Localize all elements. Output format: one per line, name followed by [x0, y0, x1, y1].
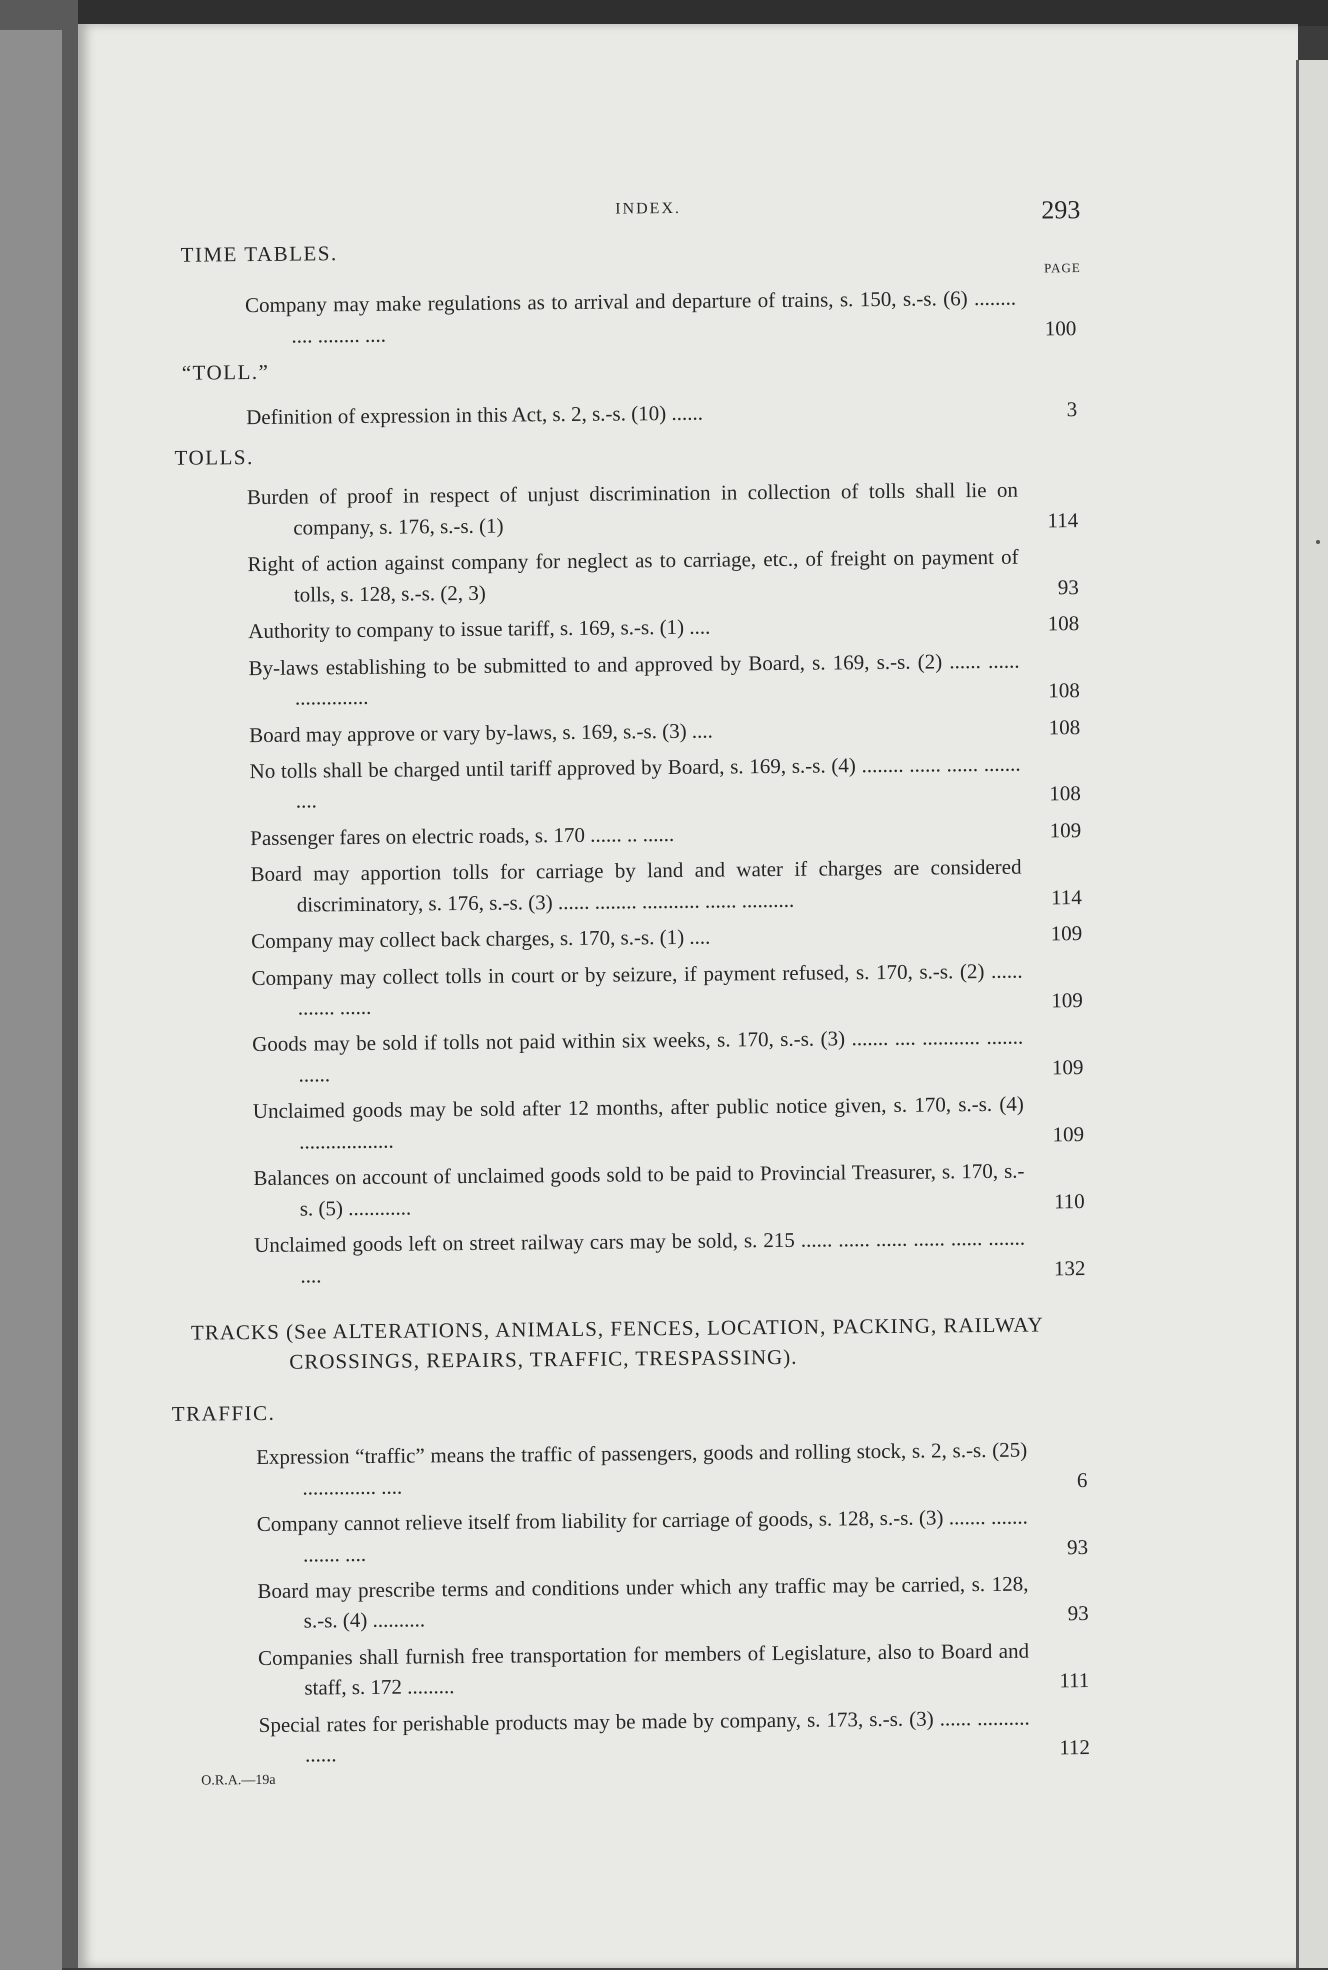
- tracks-cross-reference: TRACKS (See ALTERATIONS, ANIMALS, FENCES, LOCATION, PACKING, RAILWAY CROSSINGS, REPAIRS, TRAFFIC, TRESPASSING).: [190, 1312, 1044, 1375]
- entry-page: 109: [1050, 921, 1083, 946]
- index-entry: [154, 608, 1079, 647]
- entry-text: Burden of proof in respect of unjust discrimination in collection of tolls shall lie on company, s. 176, s.-s. (1): [246, 478, 1019, 540]
- entry-text: Authority to company to issue tariff, s. 169, s.-s. (1) ....: [248, 614, 711, 644]
- traffic-entries: [162, 1434, 1090, 1771]
- entry-page: 132: [1053, 1255, 1086, 1280]
- index-entry: [156, 851, 1082, 921]
- entry-page: 3: [1066, 396, 1078, 421]
- heading-toll: “TOLL.”: [181, 360, 270, 385]
- index-entry: [159, 1088, 1085, 1158]
- entry-text: Unclaimed goods may be sold after 12 months, after public notice given, s. 170, s.-s. (4) ..................: [252, 1091, 1024, 1154]
- index-entry: [160, 1222, 1086, 1292]
- index-entry: [159, 1155, 1085, 1225]
- index-entry: [163, 1501, 1089, 1571]
- entry-text: Special rates for perishable products may be made by company, s. 173, s.-s. (3) ...... .......... ......: [258, 1705, 1030, 1767]
- index-entry: [151, 282, 1077, 352]
- entry-text: Unclaimed goods left on street railway cars may be sold, s. 215 ...... ...... ...... ...... ...... ....... ....: [254, 1225, 1026, 1288]
- page-number: 293: [1041, 195, 1081, 225]
- entry-text: Companies shall furnish free transportation for members of Legislature, also to Board and staff, s. 172 .........: [257, 1638, 1030, 1700]
- entry-text: Passenger fares on electric roads, s. 170 ...... .. ......: [250, 821, 675, 850]
- index-entry: [153, 475, 1079, 545]
- index-content: [150, 181, 1090, 1792]
- entry-page: 93: [1057, 574, 1079, 600]
- heading-traffic: TRAFFIC.: [171, 1400, 276, 1426]
- entry-page: 108: [1047, 611, 1080, 636]
- index-entry: [157, 918, 1082, 957]
- heading-tolls: TOLLS.: [174, 445, 254, 470]
- entry-text: Company may make regulations as to arrival and departure of trains, s. 150, s.-s. (6) ........ .... ........ ....: [244, 285, 1017, 348]
- entry-page: 110: [1053, 1188, 1085, 1214]
- entry-text: Expression “traffic” means the traffic of passengers, goods and rolling stock, s. 2, s.-s. (25) .............. ....: [256, 1437, 1028, 1500]
- entry-text: Company cannot relieve itself from liability for carriage of goods, s. 128, s.-s. (3) ....... ....... ....... ....: [256, 1504, 1028, 1567]
- index-entry: [155, 748, 1081, 818]
- running-head: [150, 181, 1081, 236]
- running-head-title: INDEX.: [615, 199, 682, 218]
- entry-page: 100: [1044, 315, 1077, 341]
- signature-mark: O.R.A.—19a: [201, 1772, 276, 1789]
- entry-text: Company may collect tolls in court or by seizure, if payment refused, s. 170, s.-s. (2) ...... ....... ......: [251, 958, 1023, 1020]
- entry-page: 111: [1059, 1668, 1090, 1693]
- index-entry: [164, 1635, 1090, 1705]
- entry-text: Definition of expression in this Act, s. 2, s.-s. (10) ......: [246, 400, 703, 429]
- entry-text: Company may collect back charges, s. 170, s.-s. (1) ....: [251, 924, 711, 954]
- entry-page: 112: [1059, 1735, 1091, 1760]
- heading-time-tables: TIME TABLES.: [180, 241, 338, 267]
- index-entry: [156, 815, 1081, 854]
- index-entry: [158, 1022, 1084, 1092]
- entry-page: 93: [1067, 1601, 1089, 1626]
- scan-speck: [1316, 540, 1320, 544]
- index-entry: [157, 955, 1083, 1025]
- entry-page: 109: [1052, 1121, 1085, 1147]
- entry-page: 93: [1066, 1534, 1089, 1559]
- index-entry: [153, 541, 1079, 611]
- entry-text: No tolls shall be charged until tariff approved by Board, s. 169, s.-s. (4) ........ ...... ...... ....... ....: [249, 751, 1021, 814]
- entry-page: 108: [1048, 678, 1080, 703]
- tolls-entries: [153, 475, 1086, 1292]
- entry-page: 108: [1048, 714, 1081, 739]
- entry-text: Board may apportion tolls for carriage by land and water if charges are considered discriminatory, s. 176, s.-s. (3) ...... ........ ........... ...... ..........: [250, 854, 1022, 917]
- entry-page: 109: [1049, 817, 1082, 843]
- entry-page: 108: [1049, 781, 1081, 806]
- page-right-edge: [1296, 60, 1328, 1968]
- entry-text: By-laws establishing to be submitted to and approved by Board, s. 169, s.-s. (2) ...... ...... ..............: [248, 648, 1020, 710]
- index-entry: [165, 1702, 1091, 1772]
- page-column-label: PAGE: [1043, 260, 1081, 276]
- index-entry: [162, 1434, 1088, 1504]
- scan-top-border: [0, 0, 1328, 26]
- entry-text: Board may approve or vary by-laws, s. 169, s.-s. (3) ....: [249, 718, 713, 747]
- entry-text: Balances on account of unclaimed goods sold to be paid to Provincial Treasurer, s. 170, s.-s. (5) ............: [253, 1158, 1025, 1221]
- entry-text: Board may prescribe terms and conditions under which any traffic may be carried, s. 128, s.-s. (4) ..........: [257, 1571, 1029, 1634]
- previous-page-edge: [0, 30, 62, 1970]
- entry-page: 109: [1051, 988, 1083, 1013]
- entry-text: Goods may be sold if tolls not paid within six weeks, s. 170, s.-s. (3) ....... .... ........... ....... ......: [252, 1025, 1024, 1087]
- entry-page: 6: [1076, 1467, 1088, 1492]
- entry-text: Right of action against company for neglect as to carriage, etc., of freight on payment of tolls, s. 128, s.-s. (2, 3): [247, 545, 1019, 607]
- index-entry: [152, 394, 1077, 433]
- index-entry: [155, 712, 1080, 751]
- entry-page: 109: [1051, 1054, 1084, 1080]
- entry-page: 114: [1047, 508, 1079, 533]
- entry-page: 114: [1050, 884, 1082, 910]
- index-entry: [154, 645, 1080, 715]
- index-entry: [163, 1568, 1089, 1638]
